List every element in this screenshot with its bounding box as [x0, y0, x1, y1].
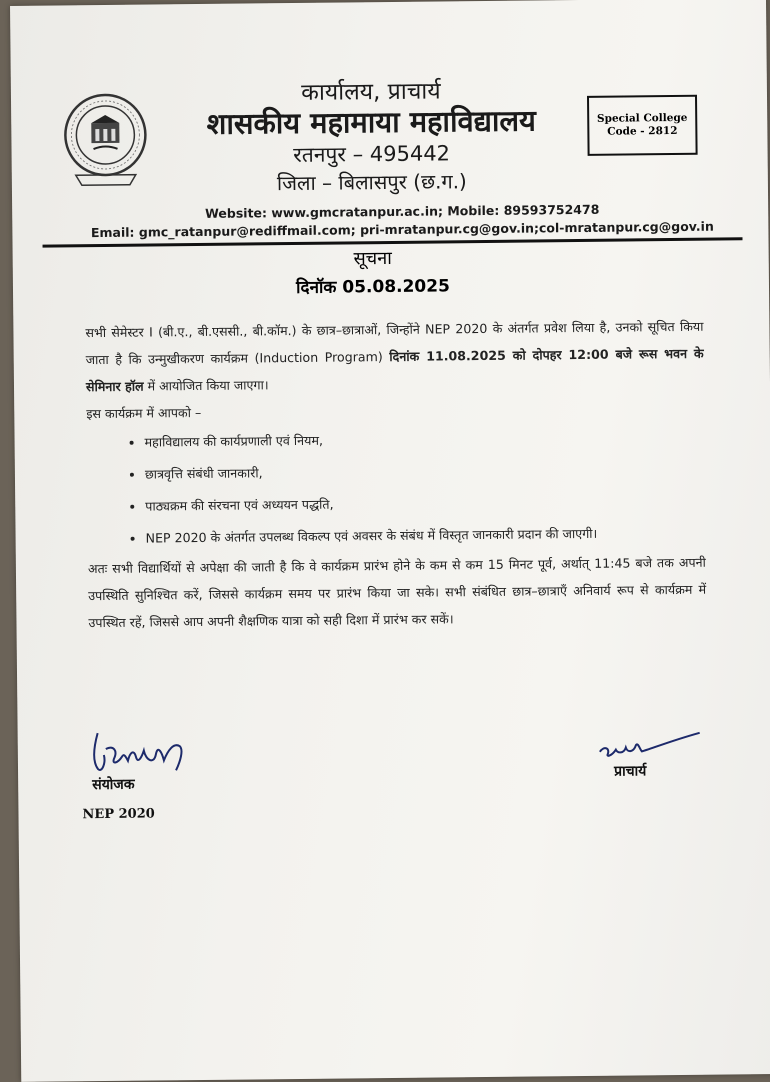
intro-text: सभी सेमेस्टर I (बी.ए., बी.एससी., बी.कॉम.) के छात्र–छात्राओं, जिन्होंने NEP 2020 के अंतर्गत प्रवेश लिया है, उनको सूचित किया जाता है कि उन्मुखीकरण कार्यक्रम (Induction Program) — [85, 318, 704, 368]
coordinator-signature-icon — [84, 726, 204, 775]
college-code-box — [587, 95, 698, 156]
intro-schedule: दिनांक 11.08.2025 को दोपहर 12:00 बजे रूस भवन के सेमिनार हॉल — [85, 345, 704, 395]
intro-tail: में आयोजित किया जाएगा। — [143, 377, 269, 394]
list-item: • NEP 2020 के अंतर्गत उपलब्ध विकल्प एवं अवसर के संबंध में विस्तृत जानकारी प्रदान की जाएगी। — [145, 517, 705, 555]
code-box-line2: Code - 2812 — [607, 124, 678, 138]
principal-signature-icon — [590, 721, 710, 762]
paragraph-list-lead: इस कार्यक्रम में आपको – — [86, 404, 202, 422]
district-line: जिला – बिलासपुर (छ.ग.) — [276, 169, 467, 196]
coordinator-label: संयोजक — [92, 776, 135, 794]
contact-email: Email: gmc_ratanpur@rediffmail.com; pri-mratanpur.cg@gov.in;col-mratanpur.cg@gov.in — [90, 218, 714, 241]
contact-website: Website: www.gmcratanpur.ac.in; Mobile: 89593752478 — [204, 201, 600, 221]
coordinator-dept: NEP 2020 — [82, 806, 155, 823]
office-line: कार्यालय, प्राचार्य — [301, 78, 441, 106]
topics-list — [86, 421, 705, 555]
college-name: शासकीय महामाया महाविद्यालय — [206, 103, 537, 141]
notice-title: सूचना — [353, 247, 392, 270]
paragraph-intro — [85, 313, 704, 400]
paragraph-closing: अतः सभी विद्यार्थियों से अपेक्षा की जाती है कि वे कार्यक्रम प्रारंभ होने के कम से कम 15 मिनट पूर्व, अर्थात् 11:45 बजे तक अपनी उपस्थिति सुनिश्चित करें, जिससे कार्यक्रम समय पर प्रारंभ किया जा सके। सभी संबंधित छात्र–छात्राएँ अनिवार्य रूप से कार्यक्रम में उपस्थित रहें, जिससे आप अपनी शैक्षणिक यात्रा को सही दिशा में प्रारंभ कर सकें। — [87, 554, 707, 631]
list-item: • पाठ्यक्रम की संरचना एवं अध्ययन पद्धति, — [145, 485, 705, 523]
list-item: • छात्रवृत्ति संबंधी जानकारी, — [145, 453, 705, 491]
notice-body — [85, 313, 706, 636]
city-line: रतनपुर – 495442 — [293, 141, 451, 168]
code-box-line1: Special College — [596, 111, 688, 125]
list-item: • महाविद्यालय की कार्यप्रणाली एवं नियम, — [144, 421, 704, 459]
notice-document — [10, 0, 770, 1082]
principal-label: प्राचार्य — [613, 763, 647, 780]
college-emblem-icon — [57, 88, 154, 193]
notice-date: दिनॉक 05.08.2025 — [295, 276, 450, 298]
